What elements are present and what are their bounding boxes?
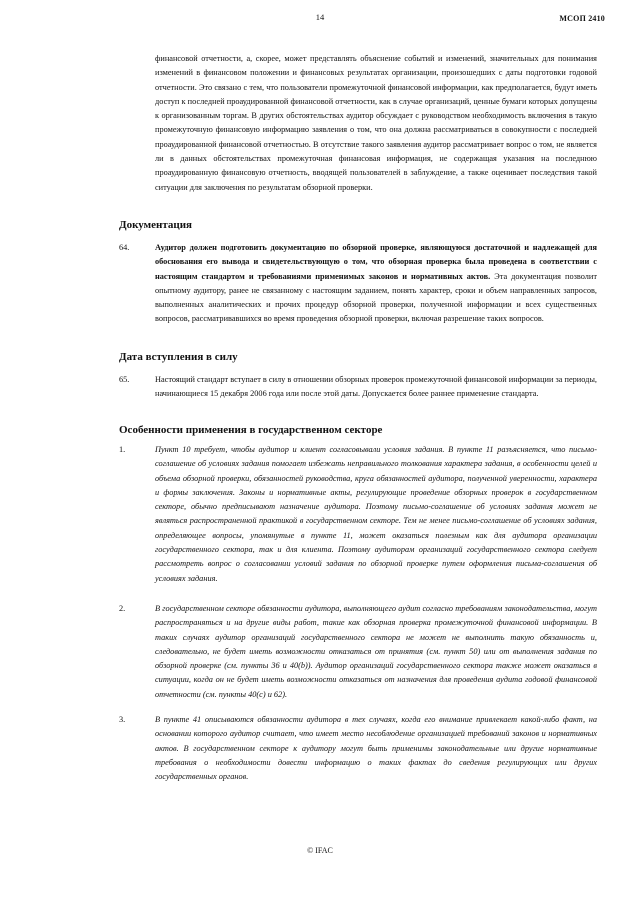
section-heading-public-sector: Особенности применения в государственном секторе <box>119 424 383 436</box>
section-heading-documentation: Документация <box>119 219 192 231</box>
public-sector-paragraph-1 <box>119 443 599 586</box>
paragraph-text: Пункт 10 требует, чтобы аудитор и клиент согласовывали условия задания. В пункте 11 разъясняется, что письмо-соглашение об условиях задания помогает избежать неправильного толкования характера задания, в особенности целей и объема обзорной проверки, обязанностей руководства, круга обязанностей аудитора, полученной уверенности, характера и формы заключения. Законы и нормативные акты, регулирующие проведение обзорных проверок в государственном секторе, обычно предписывают назначение аудитора. Поэтому письмо-соглашение об условиях задания может не являться распространенной практикой в государственном секторе. Тем не менее письмо-соглашение об условиях задания, определяющее вопросы, упомянутые в пункте 11, может оказаться полезным как для аудитора организации государственного сектора, так и для клиента. Поэтому аудиторам организаций государственного сектора следует рассмотреть вопрос о согласовании условий задания по обзорной проверке путем оформления письма-соглашения об условиях задания. <box>155 445 597 583</box>
public-sector-paragraph-2 <box>119 602 599 702</box>
page-number: 14 <box>315 12 325 22</box>
paragraph-text: Настоящий стандарт вступает в силу в отношении обзорных проверок промежуточной финансовой информации за периоды, начинающиеся 15 декабря 2006 года или после этой даты. Допускается более раннее применение стандарта. <box>155 375 598 399</box>
paragraph-number: 65. <box>119 375 130 384</box>
section-heading-effective-date: Дата вступления в силу <box>119 351 238 363</box>
paragraph-65 <box>119 373 599 402</box>
paragraph-number: 1. <box>119 445 126 454</box>
paragraph-number: 3. <box>119 715 126 724</box>
explanatory-text: Эта документация позволит опытному аудитору, ранее не связанному с настоящим заданием, понять характер, сроки и объем направленных запросов, выполненных аналитических и прочих процедур обзорной проверки, полученной информации и всех существенных вопросов, рассматривавшихся во время проведения обзорной проверки, включая разрешение таких вопросов. <box>155 271 597 324</box>
intro-paragraph: финансовой отчетности, а, скорее, может представлять объяснение событий и изменений, значительных для понимания изменений в финансовом положении и финансовых результатах организации, произошедших с даты подготовки годовой отчетности. Это связано с тем, что пользователи промежуточной финансовой информации, как предполагается, будут иметь доступ к последней проаудированной финансовой отчетности, как в случае организаций, ценные бумаги которых допущены к организованным торгам. В других обстоятельствах аудитор обсуждает с руководством необходимость включения в такую промежуточную финансовую информацию заявления о том, что она должна рассматриваться в совокупности с последней проаудированной финансовой отчетностью. В отсутствие такого заявления аудитор рассматривает вопрос о том, не является ли в данных обстоятельствах промежуточная финансовая информация, не содержащая указания на последнюю проаудированную финансовую отчетность, вводящей пользователей в заблуждение, а также оценивает последствия такой ситуации для заключения по результатам обзорной проверки. <box>155 54 597 192</box>
public-sector-paragraph-3 <box>119 713 599 784</box>
copyright-footer: © IFAC <box>307 846 333 855</box>
paragraph-64 <box>119 241 599 327</box>
paragraph-number: 2. <box>119 604 126 613</box>
paragraph-text <box>155 241 597 327</box>
document-code: МСОП 2410 <box>559 14 605 23</box>
paragraph-text: В государственном секторе обязанности аудитора, выполняющего аудит согласно требованиям законодательства, могут распространяться и на другие виды работ, такие как обзорная проверка промежуточной финансовой информации. В таких случаях аудитор организаций государственного сектора не может не выполнить такую обязанность и, следовательно, не будет иметь возможности отказаться от принятия (см. пункт 50) или от выполнения задания по обзорной проверке (см. пункты 36 и 40(b)). Аудитор организаций государственного сектора также может оказаться в ситуации, когда он не будет иметь возможности отказаться от назначения для проведения аудита годовой финансовой отчетности (см. пункты 40(c) и 62). <box>155 604 597 699</box>
requirement-text: Аудитор должен подготовить документацию по обзорной проверке, являющуюся достаточной и надлежащей для обоснования его вывода и свидетельствующую о том, что обзорная проверка была проведена в соответствии с настоящим стандартом и требованиями применимых законов и нормативных актов. <box>155 243 597 281</box>
paragraph-text: В пункте 41 описываются обязанности аудитора в тех случаях, когда его внимание привлекает какой-либо факт, на основании которого аудитор считает, что имеет место несоблюдение организацией требований законов и нормативных актов. В государственном секторе к аудитору могут быть применимы законодательные или другие нормативные требования о необходимости довести информацию о таких фактах до сведения регулирующих или других государственных органов. <box>155 715 597 782</box>
paragraph-number: 64. <box>119 243 130 252</box>
